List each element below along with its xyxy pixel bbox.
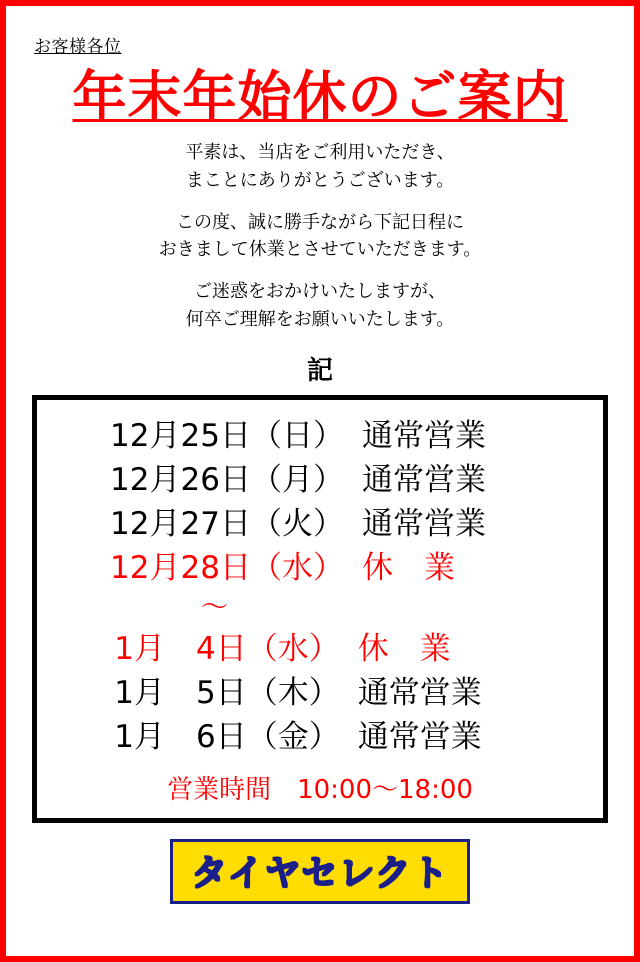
schedule-dow: （木） [246, 674, 340, 711]
paragraph-spacer [32, 195, 608, 209]
business-hours: 営業時間 10:00〜18:00 [167, 774, 473, 805]
schedule-status: 通常営業 [361, 462, 486, 499]
schedule-dow: （火） [250, 506, 344, 543]
paragraph-1-line-1: 平素は、当店をご利用いただき、 [185, 141, 455, 163]
paragraph-spacer [32, 264, 608, 278]
schedule-status: 休 業 [357, 630, 451, 667]
schedule-date: 12月27日 [110, 506, 251, 543]
addressee-label: お客様各位 [34, 37, 122, 57]
ki-label: 記 [306, 356, 333, 387]
paragraph-2-line-2: おきまして休業とさせていただきます。 [158, 239, 482, 261]
schedule-date: 12月28日 [110, 550, 251, 587]
schedule-box [32, 395, 608, 823]
schedule-date: 12月25日 [110, 418, 251, 455]
paragraph-2-line-1: この度、誠に勝手ながら下記日程に [176, 211, 464, 233]
schedule-row [47, 671, 593, 715]
schedule-status: 通常営業 [357, 718, 482, 755]
schedule-date: 1月 4日 [114, 630, 247, 667]
schedule-date: 1月 5日 [114, 674, 247, 711]
schedule-row [47, 458, 593, 502]
range-mark-text: 〜 [201, 592, 228, 624]
brand-logo: タイヤセレクト [170, 839, 470, 904]
notice-body [32, 139, 608, 334]
schedule-status: 通常営業 [357, 674, 482, 711]
schedule-status: 休 業 [361, 550, 455, 587]
schedule-dow: （金） [246, 718, 340, 755]
paragraph-3-line-1: ご迷惑をおかけいたしますが、 [194, 281, 446, 303]
schedule-row [47, 502, 593, 546]
schedule-dow: （水） [246, 630, 340, 667]
logo-area [32, 839, 608, 904]
schedule-dow: （月） [250, 462, 344, 499]
schedule-date: 12月26日 [110, 462, 251, 499]
paragraph-3-line-2: 何卒ご理解をお願いいたします。 [185, 309, 455, 331]
schedule-dow: （水） [250, 550, 344, 587]
schedule-status: 通常営業 [361, 506, 486, 543]
poster-inner [6, 6, 634, 956]
schedule-row-closed [47, 546, 593, 590]
schedule-date: 1月 6日 [114, 718, 247, 755]
schedule-status: 通常営業 [361, 418, 486, 455]
page-title: 年末年始休のご案内 [72, 65, 568, 128]
paragraph-1-line-2: まことにありがとうございます。 [185, 169, 455, 191]
schedule-row [47, 414, 593, 458]
schedule-row [47, 715, 593, 759]
schedule-row-closed [47, 627, 593, 671]
schedule-range-mark [47, 592, 593, 624]
schedule-dow: （日） [250, 418, 344, 455]
